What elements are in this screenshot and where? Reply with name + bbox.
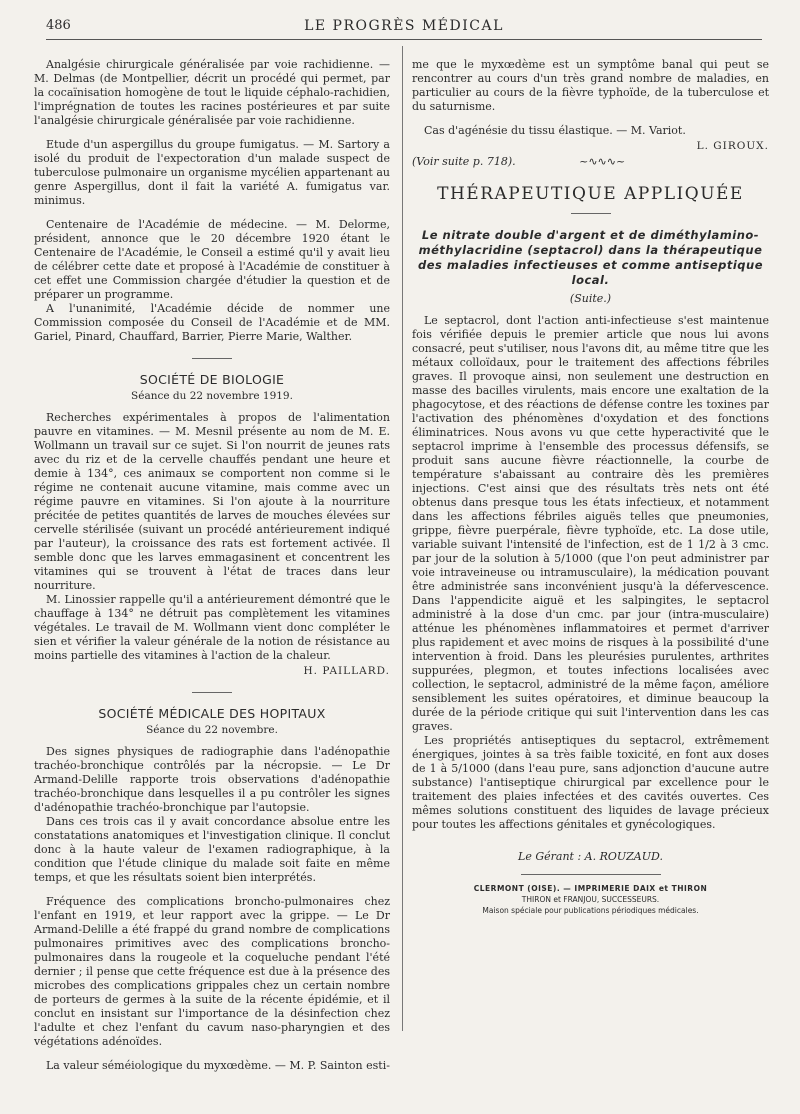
page-number: 486 bbox=[46, 18, 71, 33]
printer-line-1: CLERMONT (OISE). — IMPRIMERIE DAIX et THIRON bbox=[473, 884, 708, 893]
paragraph-radiographie: Des signes physiques de radiographie dans l'adénopathie trachéo-bronchique contrôlés par la nécropsie. — Le Dr Armand-Delille rapporte trois observations d'adénopathie trachéo-bronchique dans lesquelles il a pu contrôler les signes d'adénopathie trachéo-bronchique par l'autopsie. bbox=[34, 745, 390, 814]
section-title-therapeutique: THÉRAPEUTIQUE APPLIQUÉE bbox=[437, 184, 744, 204]
column-divider bbox=[402, 46, 403, 1031]
right-column bbox=[412, 58, 769, 916]
section-title-biologie: SOCIÉTÉ DE BIOLOGIE bbox=[139, 372, 285, 387]
footer-rule bbox=[521, 874, 661, 875]
gerant-line: Le Gérant : A. ROUZAUD. bbox=[518, 850, 663, 863]
section-title-hopitaux: SOCIÉTÉ MÉDICALE DES HOPITAUX bbox=[98, 706, 326, 721]
section-rule bbox=[192, 358, 232, 359]
paragraph-continuation: me que le myxœdème est un symptôme banal qui peut se rencontrer au cours d'un très grand nombre de maladies, en particulier au cours de la fièvre typhoïde, de la tuberculose et du saturnisme. bbox=[412, 58, 769, 113]
left-column bbox=[34, 58, 390, 1073]
paragraph-myxoedeme: La valeur séméiologique du myxœdème. — M. P. Sainton esti- bbox=[46, 1059, 390, 1072]
section-rule bbox=[571, 213, 611, 214]
paragraph-complications: Fréquence des complications broncho-pulmonaires chez l'enfant en 1919, et leur rapport avec la grippe. — Le Dr Armand-Delille a été frappé du grand nombre de complications pulmonaires primitives avec des complications broncho-pulmonaires dans la rougeole et la coqueluche pendant l'été dernier ; il pense que cette fréquence est due à la présence des microbes des complications grippales chez un certain nombre de porteurs de germes à la suite de la récente épidémie, et il conclut en insistant sur l'importance de la désinfection chez l'adulte et chez l'enfant du cavum naso-pharyngien et des végétations adénoïdes. bbox=[34, 895, 390, 1048]
printer-line-2: THIRON et FRANJOU, SUCCESSEURS. bbox=[521, 895, 660, 904]
paragraph-linossier: M. Linossier rappelle qu'il a antérieurement démontré que le chauffage à 134° ne détruit pas complètement les vitamines végétales. Le travail de M. Wollmann vient donc compléter le sien et vérifier la valeur générale de la notion de résistance au moins partielle des vitamines à l'action de la chaleur. bbox=[34, 593, 390, 662]
voir-suite-note: (Voir suite p. 718). bbox=[412, 155, 516, 168]
signature-giroux: L. GIROUX. bbox=[696, 140, 769, 152]
paragraph-analgesie: Analgésie chirurgicale généralisée par voie rachidienne. — M. Delmas (de Montpellier, décrit un procédé qui permet, par la cocaïnisation homogène de tout le liquide céphalo-rachidien, l'imprégnation de toutes les racines postérieures et par suite l'analgésie chirurgicale généralisée par voie rachidienne. bbox=[34, 58, 390, 127]
section-rule bbox=[192, 692, 232, 693]
signature-paillard: H. PAILLARD. bbox=[303, 665, 390, 677]
printer-imprint bbox=[412, 883, 769, 916]
paragraph-agenesie: Cas d'agénésie du tissu élastique. — M. Variot. bbox=[424, 124, 686, 137]
paragraph-vitamines: Recherches expérimentales à propos de l'alimentation pauvre en vitamines. — M. Mesnil présente au nom de M. E. Wollmann un travail sur ce sujet. Si l'on nourrit de jeunes rats avec du riz et de la cervelle chauffés pendant une heure et demie à 134°, ces animaux se comportent non comme si le régime ne contenait aucune vitamine, mais comme avec un régime pauvre en vitamines. Si l'on ajoute à la nourriture précitée de petites quantités de larves de mouches élevées sur cervelle stérilisée (suivant un procédé antérieurement indiqué par l'auteur), la croissance des rats est fortement activée. Il semble donc que les larves emmagasinent et concentrent les vitamines qui se trouvent à l'état de traces dans leur nourriture. bbox=[34, 411, 390, 592]
seance-date-hopitaux: Séance du 22 novembre. bbox=[146, 724, 278, 736]
seance-date-biologie: Séance du 22 novembre 1919. bbox=[131, 390, 293, 402]
ornament-divider: ~∿∿∿~ bbox=[579, 155, 626, 168]
suite-label: (Suite.) bbox=[569, 292, 612, 305]
paragraph-commission: A l'unanimité, l'Académie décide de nommer une Commission composée du Conseil de l'Académie et de MM. Gariel, Pinard, Chauffard, Barrier, Pierre Marie, Walther. bbox=[34, 302, 390, 343]
paragraph-septacrol-antiseptique: Les propriétés antiseptiques du septacrol, extrêmement énergiques, jointes à sa très faible toxicité, en font aux doses de 1 à 5/1000 (dans l'eau pure, sans adjonction d'aucune autre substance) l'antiseptique chirurgical par excellence pour le traitement des plaies infectées et des cavités ouvertes. Ces mêmes solutions constituent des liquides de lavage précieux pour toutes les affections génitales et gynécologiques. bbox=[412, 734, 769, 831]
paragraph-aspergillus: Etude d'un aspergillus du groupe fumigatus. — M. Sartory a isolé du produit de l'expectoration d'un malade suspect de tuberculose pulmonaire un organisme mycélien appartenant au genre Aspergillus, dont il fait la variété A. fumigatus var. minimus. bbox=[34, 138, 390, 207]
paragraph-centenaire: Centenaire de l'Académie de médecine. — M. Delorme, président, annonce que le 20 décembre 1920 étant le Centenaire de l'Académie, le Conseil a estimé qu'il y avait lieu de célébrer cette date et proposé à l'Académie de constituer à cet effet une Commission chargée d'étudier la question et de préparer un programme. bbox=[34, 218, 390, 301]
paragraph-septacrol-action: Le septacrol, dont l'action anti-infectieuse s'est maintenue fois vérifiée depuis le premier article que nous lui avons consacré, peut s'utiliser, nous l'avons dit, au même titre que les métaux colloïdaux, pour le traitement des affections fébriles graves. Il provoque ainsi, non seulement une destruction en masse des bacilles virulents, mais encore une exaltation de la phagocytose, et des réactions de défense contre les toxines par l'activation des phénomènes d'oxydation et des fonctions éliminatrices. Nous avons vu que cette hyperactivité que le septacrol imprime à l'ensemble des processus défensifs, se produit sans aucune fièvre réactionnelle, la courbe de température s'abaissant au contraire dès les premières injections. C'est ainsi que des résultats très nets ont été obtenus dans presque tous les états infectieux, et notamment dans les affections fébriles aiguës telles que pneumonies, grippe, fièvre puerpérale, fièvre typhoïde, etc. La dose utile, variable suivant l'intensité de l'infection, est de 1 1/2 à 3 cmc. par jour de la solution à 5/1000 (que l'on peut administrer par voie intraveineuse ou intramusculaire), la médication pouvant être administrée sans inconvénient jusqu'à la défervescence. Dans l'appendicite aiguë et les salpingites, le septacrol administré à la dose d'un cmc. par jour (intra-musculaire) atténue les phénomènes inflammatoires et permet d'arriver plus rapidement et avec moins de risques à la possibilité d'une intervention à froid. Dans les pleurésies purulentes, arthrites suppurées, plegmon, et toutes infections localisées avec collection, le septacrol, administré de la même façon, améliore sensiblement les suites opératoires, et diminue beaucoup la durée de la période critique qui suit l'intervention dans les cas graves. bbox=[412, 314, 769, 733]
article-title: Le nitrate double d'argent et de diméthylamino-méthylacridine (septacrol) dans la thérapeutique des maladies infectieuses et comme antiseptique local. bbox=[417, 228, 764, 287]
printer-line-3: Maison spéciale pour publications périodiques médicales. bbox=[482, 906, 699, 915]
journal-title: LE PROGRÈS MÉDICAL bbox=[304, 18, 504, 34]
page-header bbox=[46, 18, 762, 38]
paragraph-concordance: Dans ces trois cas il y avait concordance absolue entre les constatations anatomiques et l'investigation clinique. Il conclut donc à la haute valeur de l'examen radiographique, à la condition que l'étude clinique du malade soit faite en même temps, et que les résultats soient bien interprétés. bbox=[34, 815, 390, 884]
header-rule bbox=[46, 39, 762, 40]
